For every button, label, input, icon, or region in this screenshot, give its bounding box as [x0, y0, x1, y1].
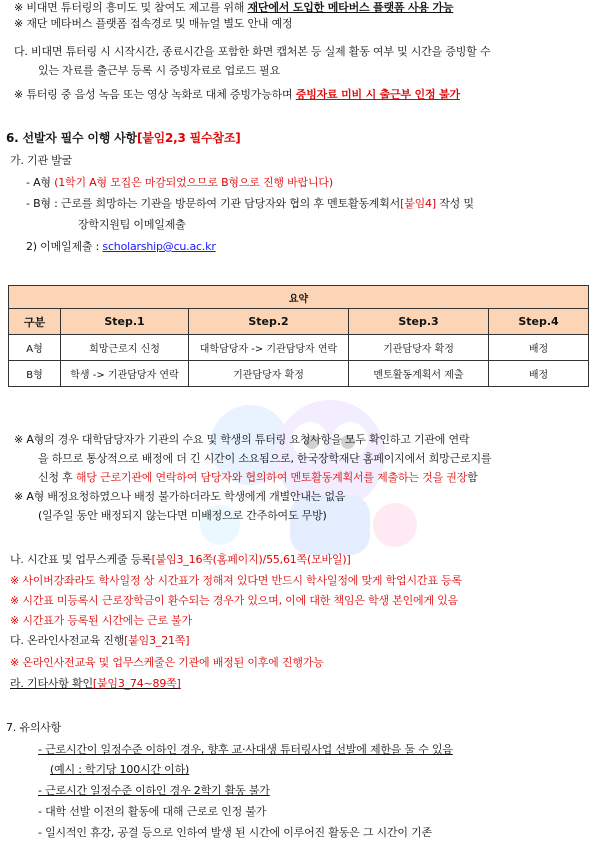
item-ref: [붙임3_16쪽(홈페이지)/55,61쪽(모바일)]	[151, 553, 351, 566]
item-title: 나. 시간표 및 업무스케줄 등록	[10, 553, 152, 566]
table-row	[9, 361, 589, 387]
cell: 멘토활동계획서 제출	[349, 361, 489, 387]
a-type-notice: (1학기 A형 모집은 마감되었으므로 B형으로 진행 바랍니다)	[54, 176, 333, 189]
cell: 대학담당자 -> 기관담당자 연락	[189, 335, 349, 361]
item-title: 다. 온라인사전교육 진행	[10, 634, 125, 647]
note-a-type-recommend	[38, 470, 478, 485]
cell: 기관담당자 확정	[189, 361, 349, 387]
b-type-line-cont: 장학지원팀 이메일제출	[78, 218, 186, 231]
email-label: 2) 이메일제출 :	[26, 240, 103, 253]
item-na	[10, 552, 351, 567]
item-title: 라. 기타사항 확인	[10, 677, 93, 690]
summary-title: 요약	[9, 286, 589, 309]
section-title: 6. 선발자 필수 이행 사항	[6, 131, 137, 145]
caution-hours-limit: - 근로시간이 일정수준 이하인 경우, 향후 교·사대생 튜터링사업 선발에 제한을 둘 수 있음	[38, 743, 453, 756]
cell: 배정	[489, 361, 589, 387]
note-no-individual-notice: ※ A형 배정요청하였으나 배정 불가하더라도 학생에게 개별안내는 없음	[14, 490, 346, 503]
item-ra-etc	[10, 676, 181, 691]
header-category: 구분	[9, 309, 61, 335]
item-da-evidence-cont: 있는 자료를 출근부 등록 시 증빙자료로 업로드 필요	[38, 64, 281, 77]
note-recommend: 해당 근로기관에 연락하여 담당자와 협의하여 멘토활동계획서를 제출하는 것을 권장	[75, 471, 468, 484]
caution-second-semester: - 근로시간 일정수준 이하인 경우 2학기 활동 불가	[38, 784, 270, 797]
caution-before-selection: - 대학 선발 이전의 활동에 대해 근로로 인정 불가	[38, 805, 267, 818]
b-type-text-end: 작성 및	[435, 197, 474, 210]
note-text: ※ 튜터링 중 음성 녹음 또는 영상 녹화로 대체 증빙가능하며	[14, 88, 296, 101]
item-da-online	[10, 633, 189, 648]
cell: 희망근로지 신청	[61, 335, 189, 361]
rule-after-assignment: ※ 온라인사전교육 및 업무스케줄은 기관에 배정된 이후에 진행가능	[10, 656, 324, 669]
header-step4: Step.4	[489, 309, 589, 335]
cell: 기관담당자 확정	[349, 335, 489, 361]
header-step2: Step.2	[189, 309, 349, 335]
section-6-heading	[6, 131, 241, 146]
table-row	[9, 335, 589, 361]
item-da-evidence: 다. 비대면 튜터링 시 시작시간, 종료시간을 포함한 화면 캡처본 등 실제 활동 여부 및 시간을 증빙할 수	[14, 45, 491, 58]
a-type-line	[26, 175, 333, 190]
b-type-ref: [붙임4]	[400, 197, 436, 210]
cell: A형	[9, 335, 61, 361]
caution-temporary-cancel: - 일시적인 휴강, 공결 등으로 인하여 발생 된 시간에 이루어진 활동은 그 시간이 기존	[38, 826, 432, 839]
section-7-heading: 7. 유의사항	[6, 721, 62, 734]
note-a-type-time-cont: 을 하므로 통상적으로 배정에 더 긴 시간이 소요됨으로, 한국장학재단 홈페이지에서 희망근로지를	[38, 452, 492, 465]
cell: 학생 -> 기관담당자 연락	[61, 361, 189, 387]
item-ref: [붙임3_21쪽]	[124, 634, 190, 647]
caution-hours-example: (예시 : 학기당 100시간 이하)	[50, 763, 190, 776]
item-ga: 가. 기관 발굴	[10, 154, 73, 167]
b-type-line	[26, 196, 474, 211]
note-warning: 증빙자료 미비 시 출근부 인정 불가	[295, 88, 460, 101]
note-text: 신청 후	[38, 471, 76, 484]
note-a-type-time: ※ A형의 경우 대학담당자가 기관의 수요 및 학생의 튜터링 요청사항을 모두 확인하고 기관에 연락	[14, 433, 470, 446]
header-step1: Step.1	[61, 309, 189, 335]
rule-timetable-refund: ※ 시간표 미등록시 근로장학금이 환수되는 경우가 있으며, 이에 대한 책임은 학생 본인에게 있음	[10, 594, 459, 607]
email-line	[26, 239, 216, 254]
note-emphasis: 재단에서 도입한 메타버스 플랫폼 사용 가능	[247, 1, 454, 14]
cell: 배정	[489, 335, 589, 361]
item-ref: [붙임3_74~89쪽]	[92, 677, 181, 690]
section-ref: [붙임2,3 필수참조]	[136, 131, 241, 145]
cell: B형	[9, 361, 61, 387]
email-link[interactable]: scholarship@cu.ac.kr	[102, 240, 216, 253]
rule-no-work-during-class: ※ 시간표가 등록된 시간에는 근로 불가	[10, 614, 192, 627]
note-recording	[14, 87, 460, 102]
note-metaverse-use	[14, 0, 453, 15]
note-metaverse-guide: ※ 재단 메타버스 플랫폼 접속경로 및 매뉴얼 별도 안내 예정	[14, 17, 293, 30]
note-text-end: 함	[467, 471, 478, 484]
header-step3: Step.3	[349, 309, 489, 335]
summary-table	[8, 285, 589, 387]
a-type-label: - A형	[26, 176, 55, 189]
rule-cyber-course: ※ 사이버강좌라도 학사일정 상 시간표가 정해져 있다면 반드시 학사일정에 맞게 학업시간표 등록	[10, 574, 462, 587]
note-no-individual-notice-cont: (일주일 동안 배정되지 않는다면 미배정으로 간주하여도 무방)	[38, 509, 327, 522]
b-type-text: - B형 : 근로를 희망하는 기관을 방문하여 기관 담당자와 협의 후 멘토활동계획서	[26, 197, 401, 210]
note-text: ※ 비대면 튜터링의 흥미도 및 참여도 제고를 위해	[14, 1, 248, 14]
